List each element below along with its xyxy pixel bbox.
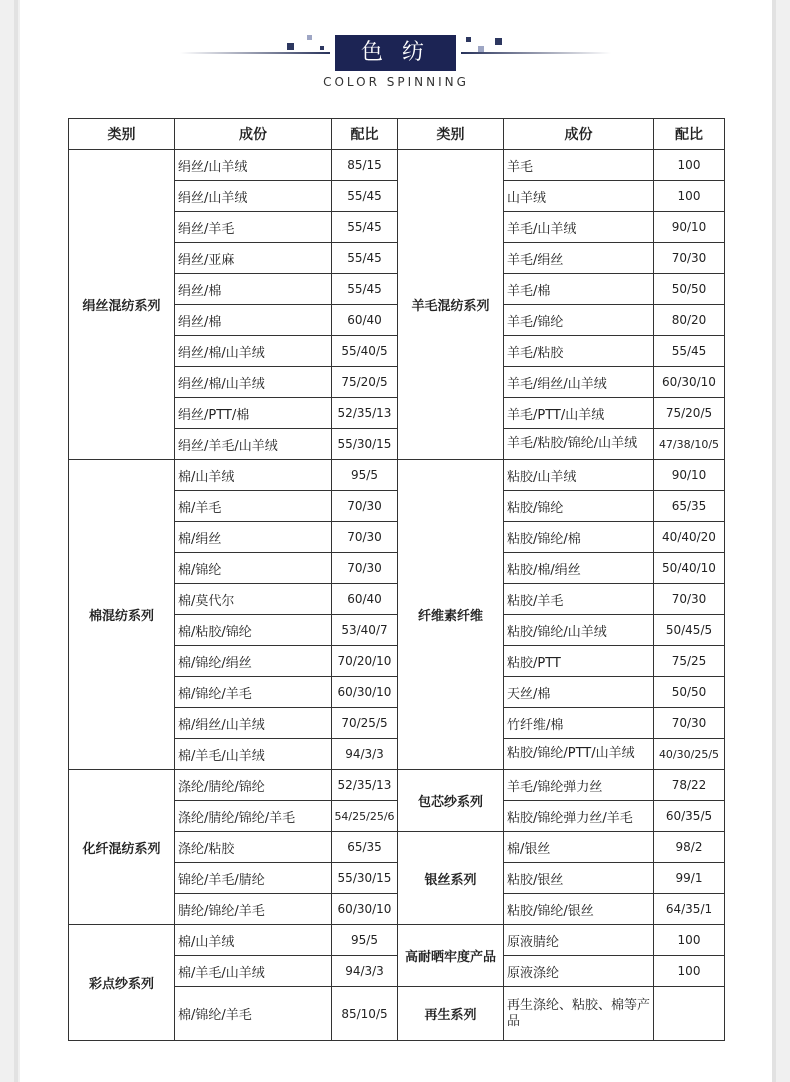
composition-cell: 粘胶/山羊绒 bbox=[504, 460, 654, 491]
ratio-cell: 80/20 bbox=[654, 305, 725, 336]
category-cell: 彩点纱系列 bbox=[69, 925, 175, 1041]
deco-square bbox=[307, 35, 312, 40]
composition-cell: 棉/羊毛 bbox=[175, 491, 332, 522]
ratio-cell: 50/50 bbox=[654, 677, 725, 708]
ratio-cell: 78/22 bbox=[654, 770, 725, 801]
composition-cell: 腈纶/锦纶/羊毛 bbox=[175, 894, 332, 925]
composition-cell: 棉/粘胶/锦纶 bbox=[175, 615, 332, 646]
header-category: 类别 bbox=[69, 119, 175, 150]
ratio-cell: 70/30 bbox=[332, 553, 398, 584]
composition-cell: 粘胶/锦纶 bbox=[504, 491, 654, 522]
section-title: 色 纺 bbox=[335, 35, 456, 71]
ratio-cell: 75/25 bbox=[654, 646, 725, 677]
ratio-cell: 55/45 bbox=[332, 212, 398, 243]
composition-cell: 棉/羊毛/山羊绒 bbox=[175, 739, 332, 770]
ratio-cell: 55/45 bbox=[654, 336, 725, 367]
category-cell: 再生系列 bbox=[398, 987, 504, 1041]
ratio-cell: 99/1 bbox=[654, 863, 725, 894]
composition-cell: 羊毛/山羊绒 bbox=[504, 212, 654, 243]
composition-cell: 再生涤纶、粘胶、棉等产品 bbox=[504, 987, 654, 1041]
composition-cell: 粘胶/锦纶/山羊绒 bbox=[504, 615, 654, 646]
composition-cell: 羊毛/PTT/山羊绒 bbox=[504, 398, 654, 429]
composition-cell: 粘胶/锦纶弹力丝/羊毛 bbox=[504, 801, 654, 832]
ratio-cell: 75/20/5 bbox=[332, 367, 398, 398]
deco-square bbox=[320, 46, 324, 50]
composition-table bbox=[68, 118, 725, 1041]
composition-cell: 棉/莫代尔 bbox=[175, 584, 332, 615]
composition-cell: 涤纶/粘胶 bbox=[175, 832, 332, 863]
ratio-cell: 60/35/5 bbox=[654, 801, 725, 832]
composition-cell: 粘胶/棉/绢丝 bbox=[504, 553, 654, 584]
composition-cell: 羊毛/粘胶 bbox=[504, 336, 654, 367]
ratio-cell: 95/5 bbox=[332, 925, 398, 956]
ratio-cell: 40/40/20 bbox=[654, 522, 725, 553]
category-cell: 棉混纺系列 bbox=[69, 460, 175, 770]
page bbox=[20, 0, 772, 1082]
category-cell: 羊毛混纺系列 bbox=[398, 150, 504, 460]
table-body bbox=[69, 150, 725, 1041]
ratio-cell: 60/30/10 bbox=[332, 677, 398, 708]
composition-cell: 绢丝/棉 bbox=[175, 274, 332, 305]
ratio-cell: 55/30/15 bbox=[332, 429, 398, 460]
composition-cell: 绢丝/山羊绒 bbox=[175, 150, 332, 181]
ratio-cell: 60/40 bbox=[332, 584, 398, 615]
ratio-cell: 100 bbox=[654, 925, 725, 956]
composition-cell: 羊毛/绢丝 bbox=[504, 243, 654, 274]
deco-square bbox=[287, 43, 294, 50]
table-row bbox=[69, 150, 725, 181]
composition-cell: 棉/绢丝 bbox=[175, 522, 332, 553]
composition-cell: 涤纶/腈纶/锦纶/羊毛 bbox=[175, 801, 332, 832]
ratio-cell: 70/20/10 bbox=[332, 646, 398, 677]
composition-cell: 原液涤纶 bbox=[504, 956, 654, 987]
ratio-cell: 55/45 bbox=[332, 274, 398, 305]
left-page-shadow bbox=[14, 0, 18, 1082]
composition-cell: 棉/锦纶 bbox=[175, 553, 332, 584]
composition-cell: 粘胶/锦纶/PTT/山羊绒 bbox=[504, 739, 654, 770]
ratio-cell bbox=[654, 987, 725, 1041]
ratio-cell: 65/35 bbox=[332, 832, 398, 863]
composition-cell: 粘胶/PTT bbox=[504, 646, 654, 677]
table-row bbox=[69, 770, 725, 801]
ratio-cell: 70/30 bbox=[654, 243, 725, 274]
ratio-cell: 70/30 bbox=[332, 491, 398, 522]
composition-cell: 绢丝/棉/山羊绒 bbox=[175, 336, 332, 367]
ratio-cell: 85/10/5 bbox=[332, 987, 398, 1041]
ratio-cell: 52/35/13 bbox=[332, 770, 398, 801]
ratio-cell: 55/30/15 bbox=[332, 863, 398, 894]
composition-cell: 绢丝/羊毛 bbox=[175, 212, 332, 243]
composition-cell: 棉/绢丝/山羊绒 bbox=[175, 708, 332, 739]
ratio-cell: 50/40/10 bbox=[654, 553, 725, 584]
composition-cell: 棉/银丝 bbox=[504, 832, 654, 863]
header-line-right bbox=[461, 52, 611, 54]
header-line-left bbox=[180, 52, 330, 54]
composition-cell: 棉/羊毛/山羊绒 bbox=[175, 956, 332, 987]
ratio-cell: 65/35 bbox=[654, 491, 725, 522]
composition-cell: 绢丝/棉/山羊绒 bbox=[175, 367, 332, 398]
category-cell: 包芯纱系列 bbox=[398, 770, 504, 832]
ratio-cell: 64/35/1 bbox=[654, 894, 725, 925]
composition-cell: 绢丝/棉 bbox=[175, 305, 332, 336]
composition-cell: 绢丝/PTT/棉 bbox=[175, 398, 332, 429]
composition-cell: 羊毛 bbox=[504, 150, 654, 181]
category-cell: 银丝系列 bbox=[398, 832, 504, 925]
composition-cell: 竹纤维/棉 bbox=[504, 708, 654, 739]
composition-cell: 绢丝/羊毛/山羊绒 bbox=[175, 429, 332, 460]
header-ratio: 配比 bbox=[654, 119, 725, 150]
composition-cell: 粘胶/银丝 bbox=[504, 863, 654, 894]
ratio-cell: 40/30/25/5 bbox=[654, 739, 725, 770]
header-composition: 成份 bbox=[504, 119, 654, 150]
table-row bbox=[69, 460, 725, 491]
ratio-cell: 70/30 bbox=[654, 584, 725, 615]
composition-cell: 棉/锦纶/羊毛 bbox=[175, 677, 332, 708]
composition-cell: 粘胶/羊毛 bbox=[504, 584, 654, 615]
ratio-cell: 95/5 bbox=[332, 460, 398, 491]
ratio-cell: 53/40/7 bbox=[332, 615, 398, 646]
category-cell: 纤维素纤维 bbox=[398, 460, 504, 770]
table-row bbox=[69, 925, 725, 956]
ratio-cell: 55/40/5 bbox=[332, 336, 398, 367]
ratio-cell: 98/2 bbox=[654, 832, 725, 863]
ratio-cell: 75/20/5 bbox=[654, 398, 725, 429]
ratio-cell: 94/3/3 bbox=[332, 956, 398, 987]
ratio-cell: 100 bbox=[654, 181, 725, 212]
ratio-cell: 90/10 bbox=[654, 212, 725, 243]
category-cell: 绢丝混纺系列 bbox=[69, 150, 175, 460]
ratio-cell: 70/30 bbox=[332, 522, 398, 553]
composition-cell: 棉/山羊绒 bbox=[175, 460, 332, 491]
deco-square bbox=[478, 46, 484, 52]
composition-cell: 粘胶/锦纶/银丝 bbox=[504, 894, 654, 925]
composition-cell: 羊毛/锦纶 bbox=[504, 305, 654, 336]
composition-cell: 山羊绒 bbox=[504, 181, 654, 212]
ratio-cell: 90/10 bbox=[654, 460, 725, 491]
header-ratio: 配比 bbox=[332, 119, 398, 150]
ratio-cell: 100 bbox=[654, 150, 725, 181]
ratio-cell: 60/30/10 bbox=[332, 894, 398, 925]
composition-cell: 绢丝/山羊绒 bbox=[175, 181, 332, 212]
ratio-cell: 55/45 bbox=[332, 243, 398, 274]
header-category: 类别 bbox=[398, 119, 504, 150]
composition-cell: 锦纶/羊毛/腈纶 bbox=[175, 863, 332, 894]
table-header-row bbox=[69, 119, 725, 150]
ratio-cell: 50/50 bbox=[654, 274, 725, 305]
ratio-cell: 54/25/25/6 bbox=[332, 801, 398, 832]
composition-cell: 羊毛/粘胶/锦纶/山羊绒 bbox=[504, 429, 654, 460]
ratio-cell: 85/15 bbox=[332, 150, 398, 181]
composition-cell: 原液腈纶 bbox=[504, 925, 654, 956]
composition-cell: 棉/锦纶/绢丝 bbox=[175, 646, 332, 677]
composition-cell: 棉/锦纶/羊毛 bbox=[175, 987, 332, 1041]
deco-square bbox=[495, 38, 502, 45]
composition-cell: 羊毛/绢丝/山羊绒 bbox=[504, 367, 654, 398]
category-cell: 化纤混纺系列 bbox=[69, 770, 175, 925]
composition-cell: 涤纶/腈纶/锦纶 bbox=[175, 770, 332, 801]
deco-square bbox=[466, 37, 471, 42]
ratio-cell: 94/3/3 bbox=[332, 739, 398, 770]
composition-cell: 羊毛/锦纶弹力丝 bbox=[504, 770, 654, 801]
ratio-cell: 55/45 bbox=[332, 181, 398, 212]
ratio-cell: 100 bbox=[654, 956, 725, 987]
right-page-shadow bbox=[772, 0, 776, 1082]
ratio-cell: 60/40 bbox=[332, 305, 398, 336]
ratio-cell: 52/35/13 bbox=[332, 398, 398, 429]
composition-cell: 棉/山羊绒 bbox=[175, 925, 332, 956]
ratio-cell: 70/30 bbox=[654, 708, 725, 739]
composition-cell: 羊毛/棉 bbox=[504, 274, 654, 305]
category-cell: 高耐晒牢度产品 bbox=[398, 925, 504, 987]
ratio-cell: 47/38/10/5 bbox=[654, 429, 725, 460]
ratio-cell: 60/30/10 bbox=[654, 367, 725, 398]
ratio-cell: 70/25/5 bbox=[332, 708, 398, 739]
composition-cell: 绢丝/亚麻 bbox=[175, 243, 332, 274]
section-subtitle: COLOR SPINNING bbox=[323, 75, 469, 89]
section-header bbox=[20, 0, 772, 100]
header-composition: 成份 bbox=[175, 119, 332, 150]
composition-cell: 天丝/棉 bbox=[504, 677, 654, 708]
composition-cell: 粘胶/锦纶/棉 bbox=[504, 522, 654, 553]
ratio-cell: 50/45/5 bbox=[654, 615, 725, 646]
